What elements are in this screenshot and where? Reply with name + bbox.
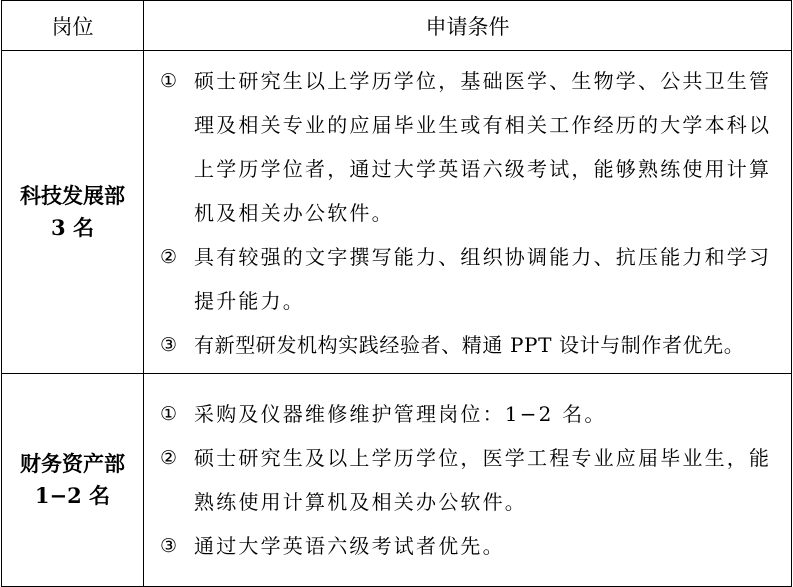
post-count: 3 名 — [51, 215, 94, 240]
requirements-cell — [144, 51, 792, 374]
post-name: 科技发展部 — [20, 183, 125, 208]
post-cell — [2, 374, 144, 587]
item-number: ② — [160, 246, 178, 268]
table-header-row — [2, 1, 792, 51]
item-text: 硕士研究生以上学历学位，基础医学、生物学、公共卫生管理及相关专业的应届毕业生或有相关工作经历的大学本科以上学历学位者，通过大学英语六级考试，能够熟练使用计算机及相关办公软件。 — [194, 69, 772, 225]
post-name: 财务资产部 — [20, 451, 125, 476]
item-text: 具有较强的文字撰写能力、组织协调能力、抗压能力和学习提升能力。 — [194, 245, 772, 313]
post-cell — [2, 51, 144, 374]
header-requirements: 申请条件 — [144, 1, 792, 51]
requirement-item — [160, 392, 787, 436]
table-row — [2, 374, 792, 587]
requirement-item — [160, 436, 787, 524]
item-text: 硕士研究生及以上学历学位，医学工程专业应届毕业生，能熟练使用计算机及相关办公软件。 — [194, 446, 772, 514]
table-row — [2, 51, 792, 374]
item-number: ③ — [160, 334, 178, 356]
recruitment-table — [1, 0, 792, 587]
item-number: ① — [160, 403, 178, 425]
requirement-item — [160, 524, 787, 568]
item-number: ② — [160, 447, 178, 469]
item-number: ③ — [160, 535, 178, 557]
post-count: 1−2 名 — [34, 483, 111, 508]
item-text: 有新型研发机构实践经验者、精通 PPT 设计与制作者优先。 — [194, 333, 745, 357]
requirement-item — [160, 59, 787, 235]
header-post: 岗位 — [2, 1, 144, 51]
requirements-cell — [144, 374, 792, 587]
requirement-item — [160, 235, 787, 323]
item-text: 采购及仪器维修维护管理岗位：1−2 名。 — [194, 402, 607, 426]
item-text: 通过大学英语六级考试者优先。 — [194, 534, 505, 558]
item-number: ① — [160, 70, 178, 92]
requirement-item — [160, 323, 787, 367]
